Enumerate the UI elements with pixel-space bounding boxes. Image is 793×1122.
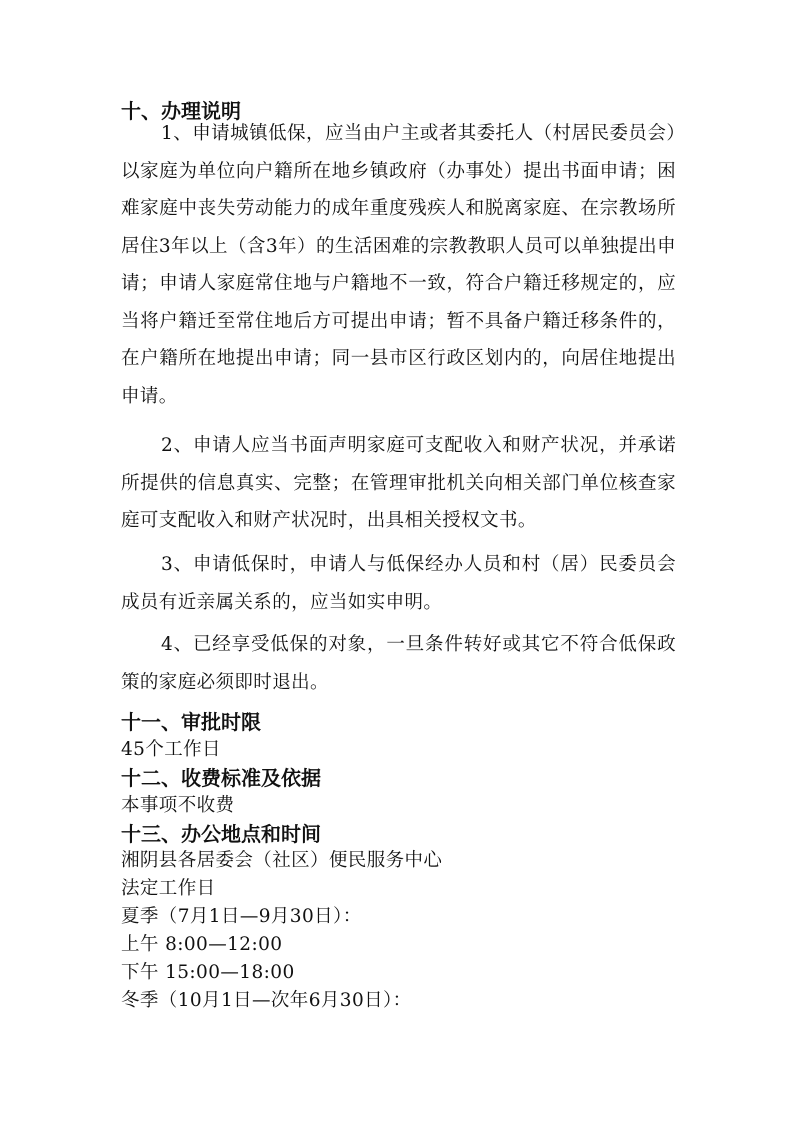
summer-period: 夏季（7月1日—9月30日）： <box>121 906 362 927</box>
section-10-paragraph-4: 4、已经享受低保的对象，一旦条件转好或其它不符合低保政策的家庭必须即时退出。 <box>121 634 676 693</box>
section-12-heading: 十二、收费标准及依据 <box>121 766 321 790</box>
summer-afternoon-hours: 下午 15:00—18:00 <box>121 962 295 983</box>
section-13-heading: 十三、办公地点和时间 <box>121 822 321 846</box>
section-12-text: 本事项不收费 <box>121 795 235 816</box>
winter-period: 冬季（10月1日—次年6月30日）： <box>121 990 412 1011</box>
section-11-heading: 十一、审批时限 <box>121 710 261 734</box>
section-10-heading: 十、办理说明 <box>121 99 241 123</box>
working-days: 法定工作日 <box>121 878 216 899</box>
office-location: 湘阴县各居委会（社区）便民服务中心 <box>121 850 443 871</box>
section-11-text: 45个工作日 <box>121 739 221 760</box>
section-10-paragraph-1: 1、申请城镇低保，应当由户主或者其委托人（村居民委员会）以家庭为单位向户籍所在地乡镇政府（办事处）提出书面申请；困难家庭中丧失劳动能力的成年重度残疾人和脱离家庭、在宗教场所居住3年以上（含3年）的生活困难的宗教教职人员可以单独提出申请；申请人家庭常住地与户籍地不一致，符合户籍迁移规定的，应当将户籍迁至常住地后方可提出申请；暂不具备户籍迁移条件的，在户籍所在地提出申请；同一县市区行政区划内的，向居住地提出申请。 <box>121 123 676 407</box>
section-10-paragraph-3: 3、申请低保时，申请人与低保经办人员和村（居）民委员会成员有近亲属关系的，应当如实申明。 <box>121 554 676 613</box>
summer-morning-hours: 上午 8:00—12:00 <box>121 934 283 955</box>
section-10-paragraph-2: 2、申请人应当书面声明家庭可支配收入和财产状况，并承诺所提供的信息真实、完整；在管理审批机关向相关部门单位核查家庭可支配收入和财产状况时，出具相关授权文书。 <box>121 435 676 531</box>
